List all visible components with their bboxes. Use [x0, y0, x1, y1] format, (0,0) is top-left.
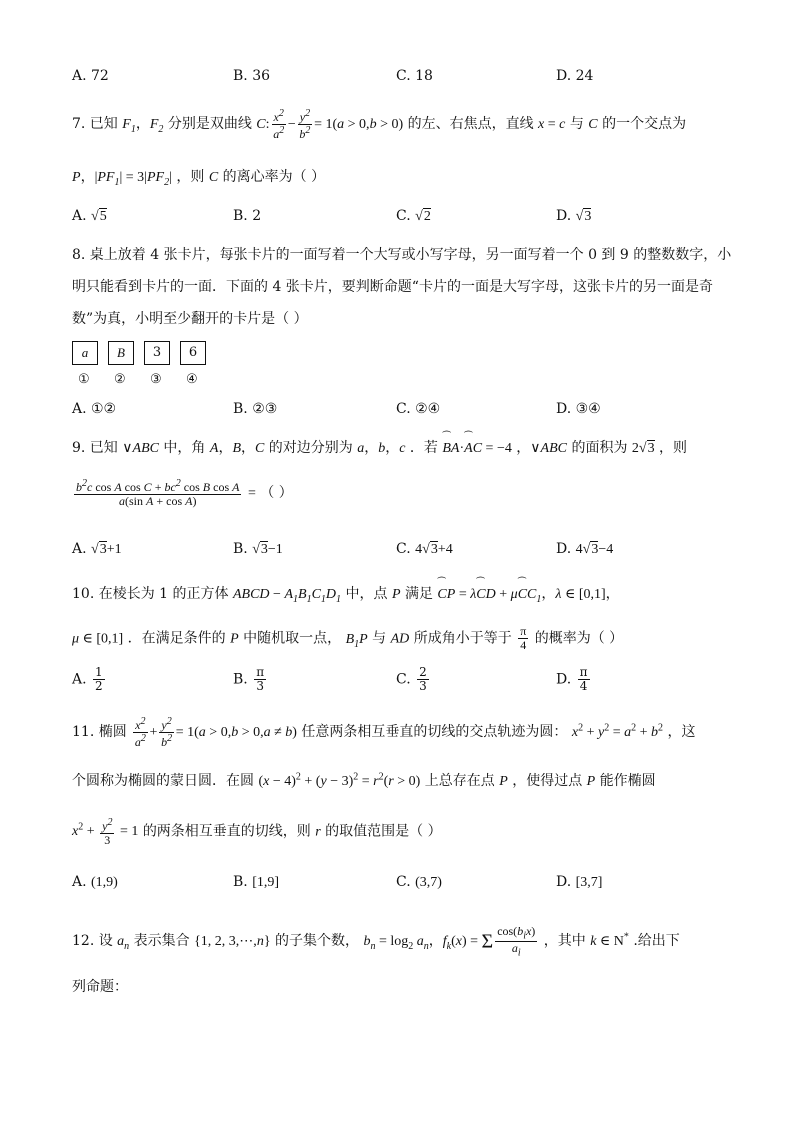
q11-math: P [586, 774, 596, 789]
q12-text: 的子集个数， [275, 933, 359, 950]
q12-math: {1, 2, 3,⋯,n} [194, 934, 271, 950]
q10-option-b-label: B. [233, 671, 248, 688]
q10-text: 的概率为（ ） [534, 630, 624, 647]
q11-text: 个圆称为椭圆的蒙日圆．在圆 [72, 773, 254, 789]
q10-text: 所成角小于等于 [413, 630, 512, 647]
q10-option-a: A. $\frac{1}{2}$ [72, 665, 103, 694]
q9-math: A，B，C [209, 441, 265, 456]
q9-text: ，则 [659, 440, 688, 456]
q6-option-b: B. 36 [233, 68, 271, 84]
q8-option-d: D. ③④ [556, 401, 601, 417]
q11-text: 的两条相互垂直的切线，则 [142, 823, 311, 840]
q10-math: ⏜ CP = λ⏜ CD + μ⏜ $CC_1$，λ ∈ [0,1]， [437, 587, 619, 602]
q9-number: 9. 已知 [72, 440, 118, 456]
q12-text: 表示集合 [133, 933, 190, 950]
q11-text: 的取值范围是（ ） [325, 823, 442, 840]
q7-text: 与 [569, 115, 584, 132]
q10-fraction: $\frac{\pi}{4}$ [520, 624, 527, 653]
q12-text: ，其中 [543, 933, 586, 950]
q9-math: a，b，c [357, 441, 406, 456]
question-8-line-3: 数”为真，小明至少翻开的卡片是（ ） [72, 311, 308, 327]
q9-text: 中，角 [163, 440, 206, 456]
question-8-line-1: 8. 桌上放着 4 张卡片，每张卡片的一面写着一个大写或小写字母，另一面写着一个 0 到 9 的整数数字，小 [72, 247, 732, 263]
q11-option-c: C. (3,7) [396, 874, 442, 890]
q11-number: 11. 椭圆 [72, 723, 127, 740]
q10-option-b: B. $\frac{\pi}{3}$ [233, 665, 265, 694]
q12-math: k ∈ N* [590, 931, 629, 950]
q7-math: C: $\frac{x^2}{a^2}$ − $\frac{y^2}{b^2}$ = 1(a > 0,b > 0) [256, 108, 404, 142]
q7-text: ，则 [176, 169, 205, 185]
q10-text: 中，点 [345, 586, 388, 602]
q9-option-a-label: A. [72, 541, 87, 557]
card-3: 3 [144, 341, 170, 365]
card-label-3: ③ [150, 372, 162, 387]
q11-option-b-label: B. [233, 874, 248, 890]
q12-math: $b_n = \log_2 a_n$，$f_k(x) = \Sigma$ $\frac{\cos(b_ix)}{a_i}$ [363, 924, 536, 959]
q11-math: $x^2$ + $\frac{y^2}{3}$ = 1 [72, 817, 139, 848]
q10-option-c: C. $\frac{2}{3}$ [396, 665, 427, 694]
q12-math: $a_n$ [117, 934, 130, 952]
q11-text: ，这 [667, 723, 696, 740]
q9-math: = [247, 486, 256, 502]
q9-math: 2√3 [631, 441, 655, 456]
q11-text: 能作椭圆 [599, 773, 656, 789]
q10-math: $B_1P$ [345, 631, 368, 650]
q9-option-c-label: C. [396, 541, 411, 557]
q11-text: 上总存在点 [424, 773, 495, 789]
q9-text: （ ） [260, 485, 293, 502]
q10-math: P [230, 631, 239, 647]
q9-option-d-label: D. [556, 541, 572, 557]
q11-option-a-label: A. [72, 874, 87, 890]
q10-math: μ ∈ [0,1] [72, 631, 124, 647]
q11-math: $x^2 + y^2 = a^2 + b^2$ [571, 722, 664, 740]
question-11-line-3 [72, 817, 732, 847]
q7-option-c: C. √2 [396, 208, 431, 224]
question-11-line-1 [72, 716, 732, 749]
card-2: B [108, 341, 134, 365]
question-8-line-2: 明只能看到卡片的一面．下面的 4 张卡片，要判断命题“卡片的一面是大写字母，这张卡片的另一面是奇 [72, 279, 713, 295]
card-label-4: ④ [186, 372, 198, 387]
q10-text: 中随机取一点， [243, 630, 342, 647]
q10-option-c-label: C. [396, 671, 411, 688]
q9-fraction: $\frac{b^2c \cos A \cos C + bc^2 \cos B \cos A}{\text{a(sin A + cos A)}}$ [76, 478, 240, 509]
card-4: 6 [180, 341, 206, 365]
q7-option-b: B. 2 [233, 208, 262, 224]
q7-text: 的一个交点为 [602, 115, 687, 132]
q9-option-b: B. √3−1 [233, 541, 283, 557]
q9-math: ，∨ABC [516, 441, 567, 456]
q10-option-d: D. $\frac{\pi}{4}$ [556, 665, 588, 694]
q7-text: 的左、右焦点，直线 [407, 115, 534, 132]
question-7-line-1 [72, 108, 732, 141]
q11-text: ，使得过点 [512, 773, 583, 789]
question-11-line-2 [72, 770, 732, 790]
q9-math: ∨ABC [122, 441, 159, 456]
q7-math: P，$|PF_1| = 3|PF_2|$ [72, 170, 172, 188]
q11-option-b: B. [1,9] [233, 874, 280, 890]
question-9-line-2 [72, 478, 732, 508]
q8-option-b: B. ②③ [233, 401, 278, 417]
q10-text: 与 [372, 630, 387, 647]
question-10-line-1 [72, 583, 732, 605]
q12-number: 12. 设 [72, 933, 113, 950]
q10-option-d-label: D. [556, 671, 572, 688]
q11-option-d-label: D. [556, 874, 572, 890]
q9-option-b-label: B. [233, 541, 248, 557]
q8-option-a: A. ①② [72, 401, 117, 417]
q7-option-d-label: D. [556, 208, 572, 224]
q11-option-c-label: C. [396, 874, 411, 890]
question-12-line-1 [72, 925, 732, 959]
q12-text: .给出下 [633, 933, 680, 950]
q7-number: 7. 已知 [72, 115, 118, 132]
question-12-line-2: 列命题： [72, 979, 128, 995]
q9-math: ⏜ BA·⏜ AC = −4 [442, 441, 511, 456]
question-10-line-2 [72, 625, 732, 652]
q11-text: 任意两条相互垂直的切线的交点轨迹为圆： [301, 723, 568, 740]
q7-math: C [588, 116, 598, 132]
q10-math: P [391, 587, 401, 602]
card-label-2: ② [114, 372, 126, 387]
q7-math: $F_1$，$F_2$ [122, 116, 164, 135]
q9-text: 的对边分别为 [268, 440, 353, 456]
q11-math: $\frac{x^2}{a^2}$ + $\frac{y^2}{b^2}$ = 1(a > 0,b > 0,a ≠ b) [134, 716, 297, 750]
q7-option-c-label: C. [396, 208, 411, 224]
q11-math: $(x - 4)^2 + (y - 3)^2 = r^2(r > 0)$ [258, 771, 421, 789]
q6-option-c: C. 18 [396, 68, 433, 84]
q10-text: ．在满足条件的 [127, 630, 226, 647]
q7-text: 分别是双曲线 [167, 115, 252, 132]
q10-text: 满足 [404, 586, 433, 602]
question-9-line-1 [72, 437, 732, 457]
q10-number: 10. 在棱长为 1 的正方体 [72, 586, 229, 602]
q9-option-c: C. 4√3+4 [396, 541, 453, 557]
q7-option-a-label: A. [72, 208, 87, 224]
q8-option-c: C. ②④ [396, 401, 441, 417]
q7-math: C [208, 170, 219, 185]
q9-text: 的面积为 [571, 440, 628, 456]
q10-math: AD [390, 631, 410, 647]
q10-option-a-label: A. [72, 671, 87, 688]
q7-text: 的离心率为（ ） [222, 169, 326, 185]
q9-option-d: D. 4√3−4 [556, 541, 614, 557]
card-label-1: ① [78, 372, 90, 387]
card-1: a [72, 341, 98, 365]
q6-option-d: D. 24 [556, 68, 594, 84]
q11-option-d: D. [3,7] [556, 874, 603, 890]
q7-option-a: A. √5 [72, 208, 107, 224]
q9-option-a: A. √3+1 [72, 541, 122, 557]
q11-math: r [315, 824, 321, 840]
q6-option-a: A. 72 [72, 68, 109, 84]
q11-option-a: A. (1,9) [72, 874, 118, 890]
q7-option-d: D. √3 [556, 208, 592, 224]
q7-math: x = c [538, 116, 566, 132]
q9-text: ．若 [409, 440, 438, 456]
q11-math: P [499, 774, 508, 789]
question-7-line-2 [72, 166, 732, 188]
q10-math: ABCD − $A_1B_1C_1D_1$ [232, 587, 342, 605]
